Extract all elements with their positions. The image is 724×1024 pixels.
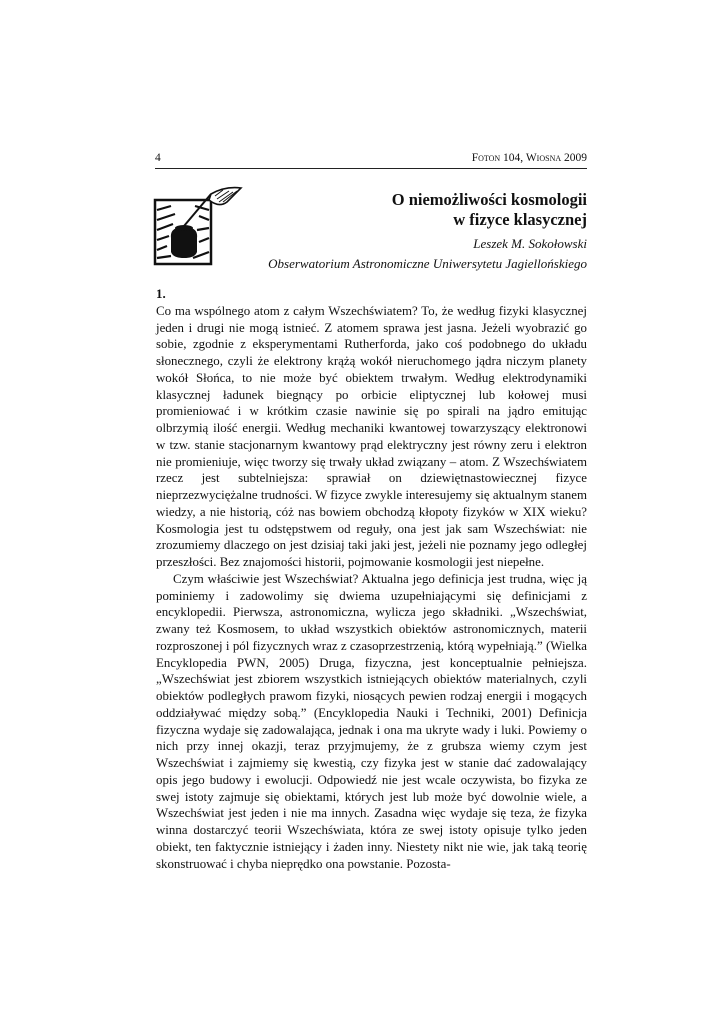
title-line-2: w fizyce klasycznej xyxy=(453,210,587,229)
article-title xyxy=(392,190,587,230)
author-name: Leszek M. Sokołowski xyxy=(473,236,587,251)
article-body xyxy=(156,286,587,872)
paragraph: Co ma wspólnego atom z całym Wszechświatem? To, że według fizyki klasycznej jeden i drugi nie mogą istnieć. Z atomem sprawa jest jasna. Jeżeli wyobrazić go sobie, zgodnie z eksperymentami Rutherforda, jako coś podobnego do układu słonecznego, czyli że elektrony krążą wokół nieruchomego jądra niczym planety wokół Słońca, to nie może być obiektem trwałym. Według elektrodynamiki klasycznej ładunek biegnący po orbicie eliptycznej lub kołowej musi promieniować i w krótkim czasie nawinie się po spirali na jądro emitując olbrzymią ilość energii. Według mechaniki kwantowej towarzyszący elektronowi w tzw. stanie stacjonarnym kwantowy prąd elektryczny jest równy zeru i elektron nie promieniuje, więc tworzy się trwały układ związany – atom. Z Wszechświatem rzecz jest subtelniejsza: sprawiał on dziewiętnastowiecznej fizyce nieprzezwyciężalne trudności. W fizyce zwykle interesujemy się aktualnym stanem wiedzy, a nie historią, cóż nas bowiem obchodzą kłopoty fizyków w XIX wieku? Kosmologia jest tu odstępstwem od reguły, ona jest jak sam Wszechświat: nie zrozumiemy dlaczego on jest dzisiaj taki jaki jest, jeżeli nie poznamy jego odległej przeszłości. Bez znajomości historii, pojmowanie kosmologii jest niepełne. xyxy=(156,303,587,569)
journal-issue: Foton 104, Wiosna 2009 xyxy=(471,152,587,164)
title-line-1: O niemożliwości kosmologii xyxy=(391,190,587,209)
inkwell-quill-icon xyxy=(153,186,245,266)
paragraph: Czym właściwie jest Wszechświat? Aktualna jego definicja jest trudna, więc ją pominiemy i zadowolimy się dwiema uzupełniającymi się definicjami z encyklopedii. Pierwsza, astronomiczna, wylicza jego składniki. „Wszechświat, zwany też Kosmosem, to układ wszystkich obiektów astronomicznych, materii rozproszonej i pól fizycznych wraz z czasoprzestrzenią, którą wypełniają.” (Wielka Encyklopedia PWN, 2005) Druga, fizyczna, jest konceptualnie pełniejsza. „Wszechświat jest zbiorem wszystkich istniejących obiektów materialnych, czyli obiektów podległych prawom fizyki, niosących pewien rodzaj energii i mogących oddziaływać między sobą.” (Encyklopedia Nauki i Techniki, 2001) Definicja fizyczna wydaje się zadowalająca, jednak i ona ma ukryte wady i luki. Powiemy o nich przy innej okazji, teraz przyjmujemy, że z grubsza wiemy czym jest Wszechświat i zajmiemy się kwestią, czy fizyka jest w stanie dać zadowalający opis jego budowy i ewolucji. Odpowiedź nie jest wcale oczywista, bo fizyka ze swej istoty zajmuje się obiektami, których jest lub może być dowolnie wiele, a Wszechświat jest jeden i nie ma innych. Zasadna więc wydaje się teza, że fizyka winna dostarczyć teorii Wszechświata, która ze swej istoty opisuje tylko jeden obiekt, ten faktycznie istniejący i żaden inny. Niestety nikt nie wie, jak taką teorię skonstruować i chyba nieprędko ona powstanie. Pozosta- xyxy=(156,571,587,871)
page-number: 4 xyxy=(155,152,161,164)
running-header xyxy=(155,152,587,169)
section-number: 1. xyxy=(156,287,166,301)
author-affiliation: Obserwatorium Astronomiczne Uniwersytetu Jagiellońskiego xyxy=(268,256,587,271)
